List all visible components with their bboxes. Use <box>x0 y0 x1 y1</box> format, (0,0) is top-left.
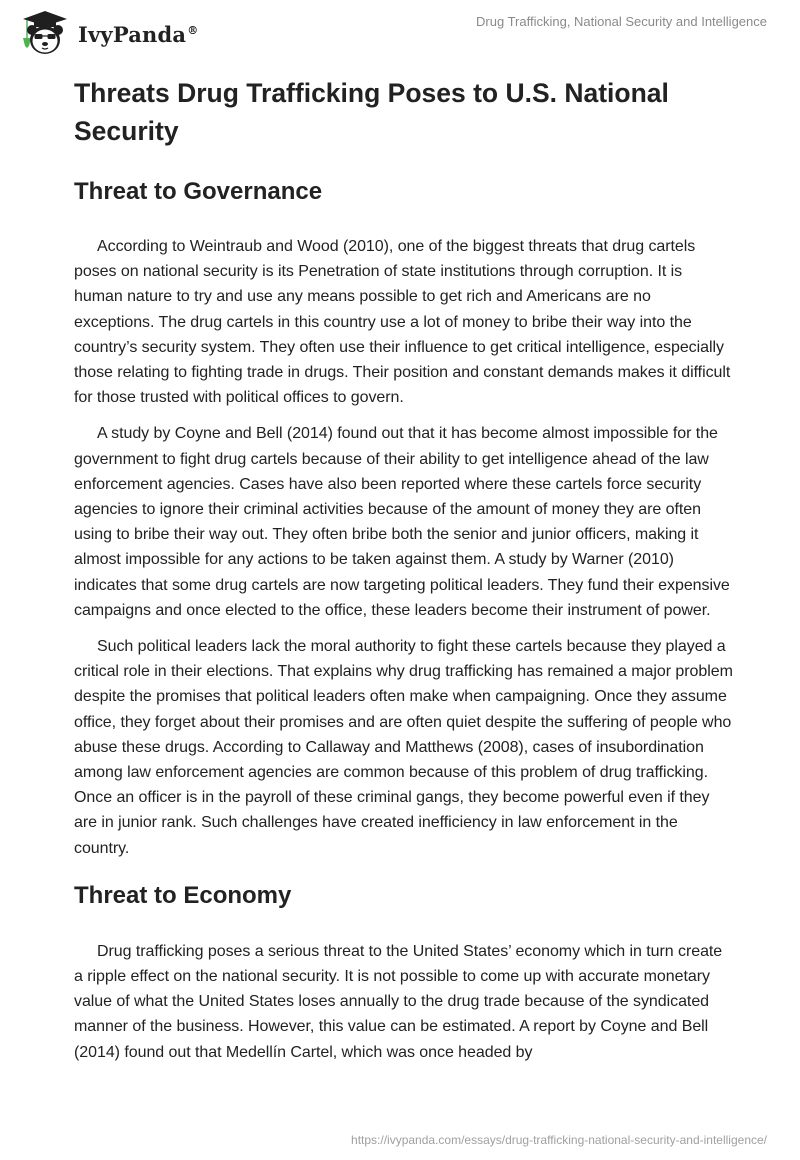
paragraph: Drug trafficking poses a serious threat to the United States’ economy which in turn create a ripple effect on the national security. It is not possible to come up with accurate monetary value of what the United States loses annually to the drug trade because of the syndicated manner of the business. However, this value can be estimated. A report by Coyne and Bell (2014) found out that Medellín Cartel, which was once headed by <box>74 942 723 1061</box>
source-url-link[interactable]: https://ivypanda.com/essays/drug-trafficking-national-security-and-intelligence/ <box>351 1133 767 1147</box>
article-title: Threats Drug Trafficking Poses to U.S. National Security <box>74 78 669 146</box>
registered-mark: ® <box>187 23 199 37</box>
document-title: Drug Trafficking, National Security and Intelligence <box>476 14 767 29</box>
section-heading-economy: Threat to Economy <box>74 881 292 909</box>
paragraph: A study by Coyne and Bell (2014) found out that it has become almost impossible for the government to fight drug cartels because of their ability to get intelligence ahead of the law enforcement agencies. Cases have also been reported where these cartels force security agencies to ignore their criminal activities because of the amount of money they are often using to bribe their way out. They often bribe both the senior and junior officers, making it almost impossible for any actions to be taken against them. A study by Warner (2010) indicates that some drug cartels are now targeting political leaders. They fund their expensive campaigns and once elected to the office, these leaders become their instrument of power. <box>74 425 730 619</box>
section-heading-governance: Threat to Governance <box>74 178 323 205</box>
article-body <box>74 74 734 1065</box>
page-header <box>0 0 800 60</box>
logo-text: IvyPanda® <box>78 21 199 47</box>
ivypanda-logo[interactable] <box>17 8 198 56</box>
paragraph: According to Weintraub and Wood (2010), one of the biggest threats that drug cartels poses on national security is its Penetration of state institutions through corruption. It is human nature to try and use any means possible to get rich and Americans are no exceptions. The drug cartels in this country use a lot of money to bribe their way into the country’s security system. They often use their influence to get critical intelligence, especially those relating to fighting trade in drugs. Their position and constant demands makes it difficult for those trusted with political offices to govern. <box>74 238 731 407</box>
panda-graduate-icon <box>17 8 73 56</box>
paragraph: Such political leaders lack the moral authority to fight these cartels because they played a critical role in their elections. That explains why drug trafficking has remained a major problem despite the promises that political leaders often make when campaigning. Once they assume office, they forget about their promises and are often quiet despite the suffering of people who abuse these drugs. According to Callaway and Matthews (2008), cases of insubordination among law enforcement agencies are common because of this problem of drug trafficking. Once an officer is in the payroll of these criminal gangs, they become powerful even if they are in junior rank. Such challenges have created inefficiency in law enforcement in the country. <box>74 638 733 857</box>
